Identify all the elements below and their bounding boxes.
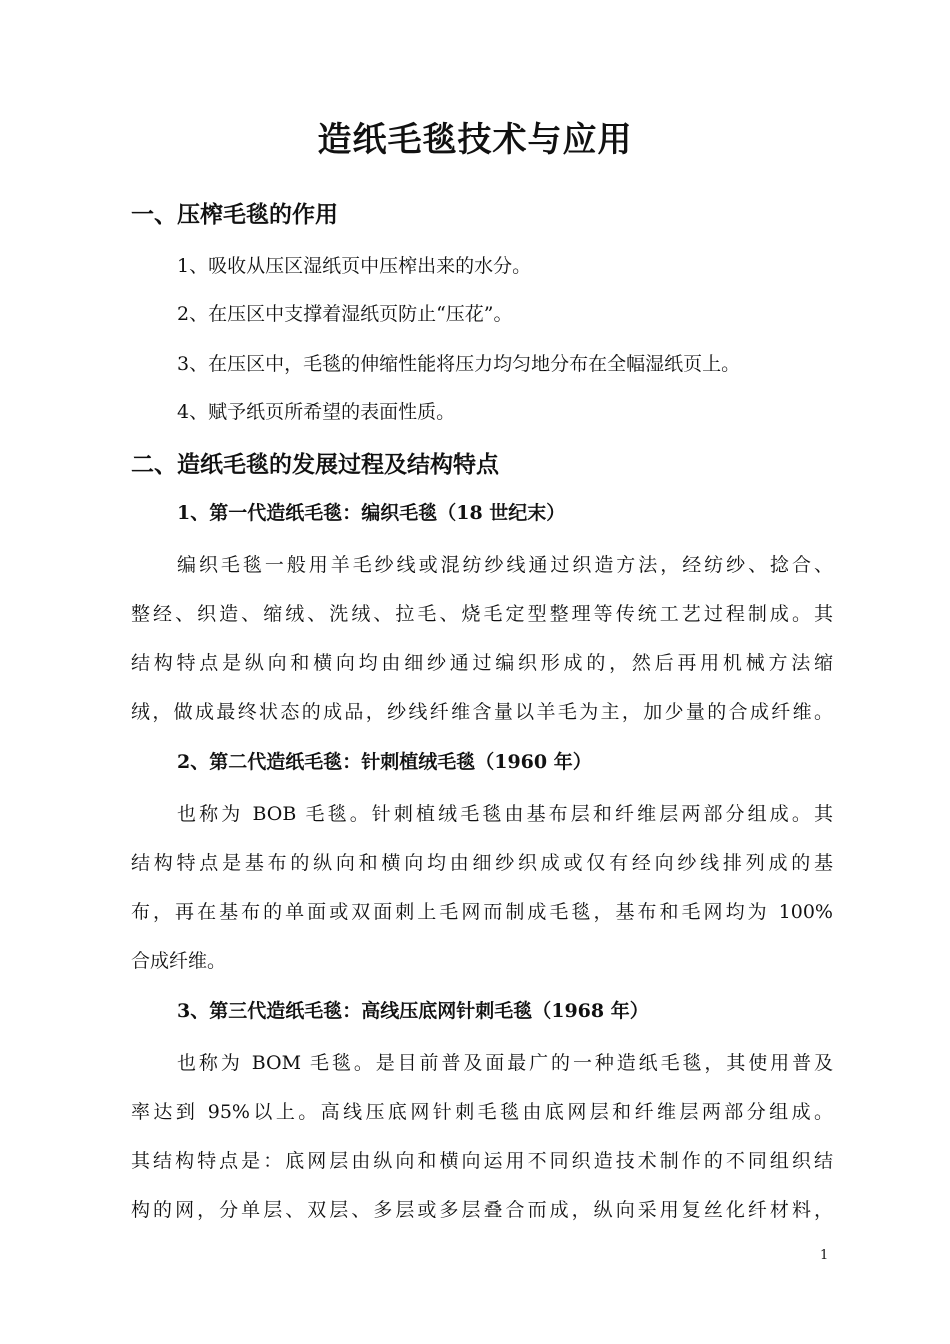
paragraph-line: 编织毛毯一般用羊毛纱线或混纺纱线通过织造方法，经纺纱、捻合、 — [177, 554, 833, 576]
document-title: 造纸毛毯技术与应用 — [317, 120, 633, 160]
paragraph-line: 绒，做成最终状态的成品，纱线纤维含量以羊毛为主，加少量的合成纤维。 — [131, 701, 833, 723]
subsection-heading-1: 1、第一代造纸毛毯：编织毛毯（18 世纪末） — [177, 502, 566, 524]
section-heading-2: 二、造纸毛毯的发展过程及结构特点 — [131, 451, 499, 478]
paragraph-line: 结构特点是纵向和横向均由细纱通过编织形成的，然后再用机械方法缩 — [131, 652, 833, 674]
paragraph-line: 其结构特点是：底网层由纵向和横向运用不同织造技术制作的不同组织结 — [131, 1150, 833, 1172]
paragraph-line: 率达到 95%以上。高线压底网针刺毛毯由底网层和纤维层两部分组成。 — [131, 1101, 833, 1123]
paragraph-3 — [131, 1039, 833, 1235]
paragraph-line: 结构特点是基布的纵向和横向均由细纱织成或仅有经向纱线排列成的基 — [131, 852, 833, 874]
subsection-heading-2: 2、第二代造纸毛毯：针刺植绒毛毯（1960 年） — [177, 751, 592, 773]
subsection-heading-3: 3、第三代造纸毛毯：高线压底网针刺毛毯（1968 年） — [177, 1000, 649, 1022]
paragraph-line: 构的网，分单层、双层、多层或多层叠合而成，纵向采用复丝化纤材料， — [131, 1199, 833, 1221]
paragraph-line: 也称为 BOB 毛毯。针刺植绒毛毯由基布层和纤维层两部分组成。其 — [177, 803, 833, 825]
paragraph-line: 整经、织造、缩绒、洗绒、拉毛、烧毛定型整理等传统工艺过程制成。其 — [131, 603, 833, 625]
paragraph-line: 布，再在基布的单面或双面刺上毛网而制成毛毯，基布和毛网均为 100% — [131, 901, 833, 923]
paragraph-1 — [131, 541, 833, 737]
paragraph-2 — [131, 790, 833, 986]
paragraph-line: 合成纤维。 — [131, 950, 227, 972]
list-item: 3、在压区中，毛毯的伸缩性能将压力均匀地分布在全幅湿纸页上。 — [177, 353, 741, 375]
list-item: 1、吸收从压区湿纸页中压榨出来的水分。 — [177, 255, 532, 277]
list-item: 4、赋予纸页所希望的表面性质。 — [177, 401, 456, 423]
section-heading-1: 一、压榨毛毯的作用 — [131, 201, 338, 228]
page-number: 1 — [820, 1248, 829, 1263]
paragraph-line: 也称为 BOM 毛毯。是目前普及面最广的一种造纸毛毯，其使用普及 — [177, 1052, 833, 1074]
list-item: 2、在压区中支撑着湿纸页防止“压花”。 — [177, 303, 513, 325]
